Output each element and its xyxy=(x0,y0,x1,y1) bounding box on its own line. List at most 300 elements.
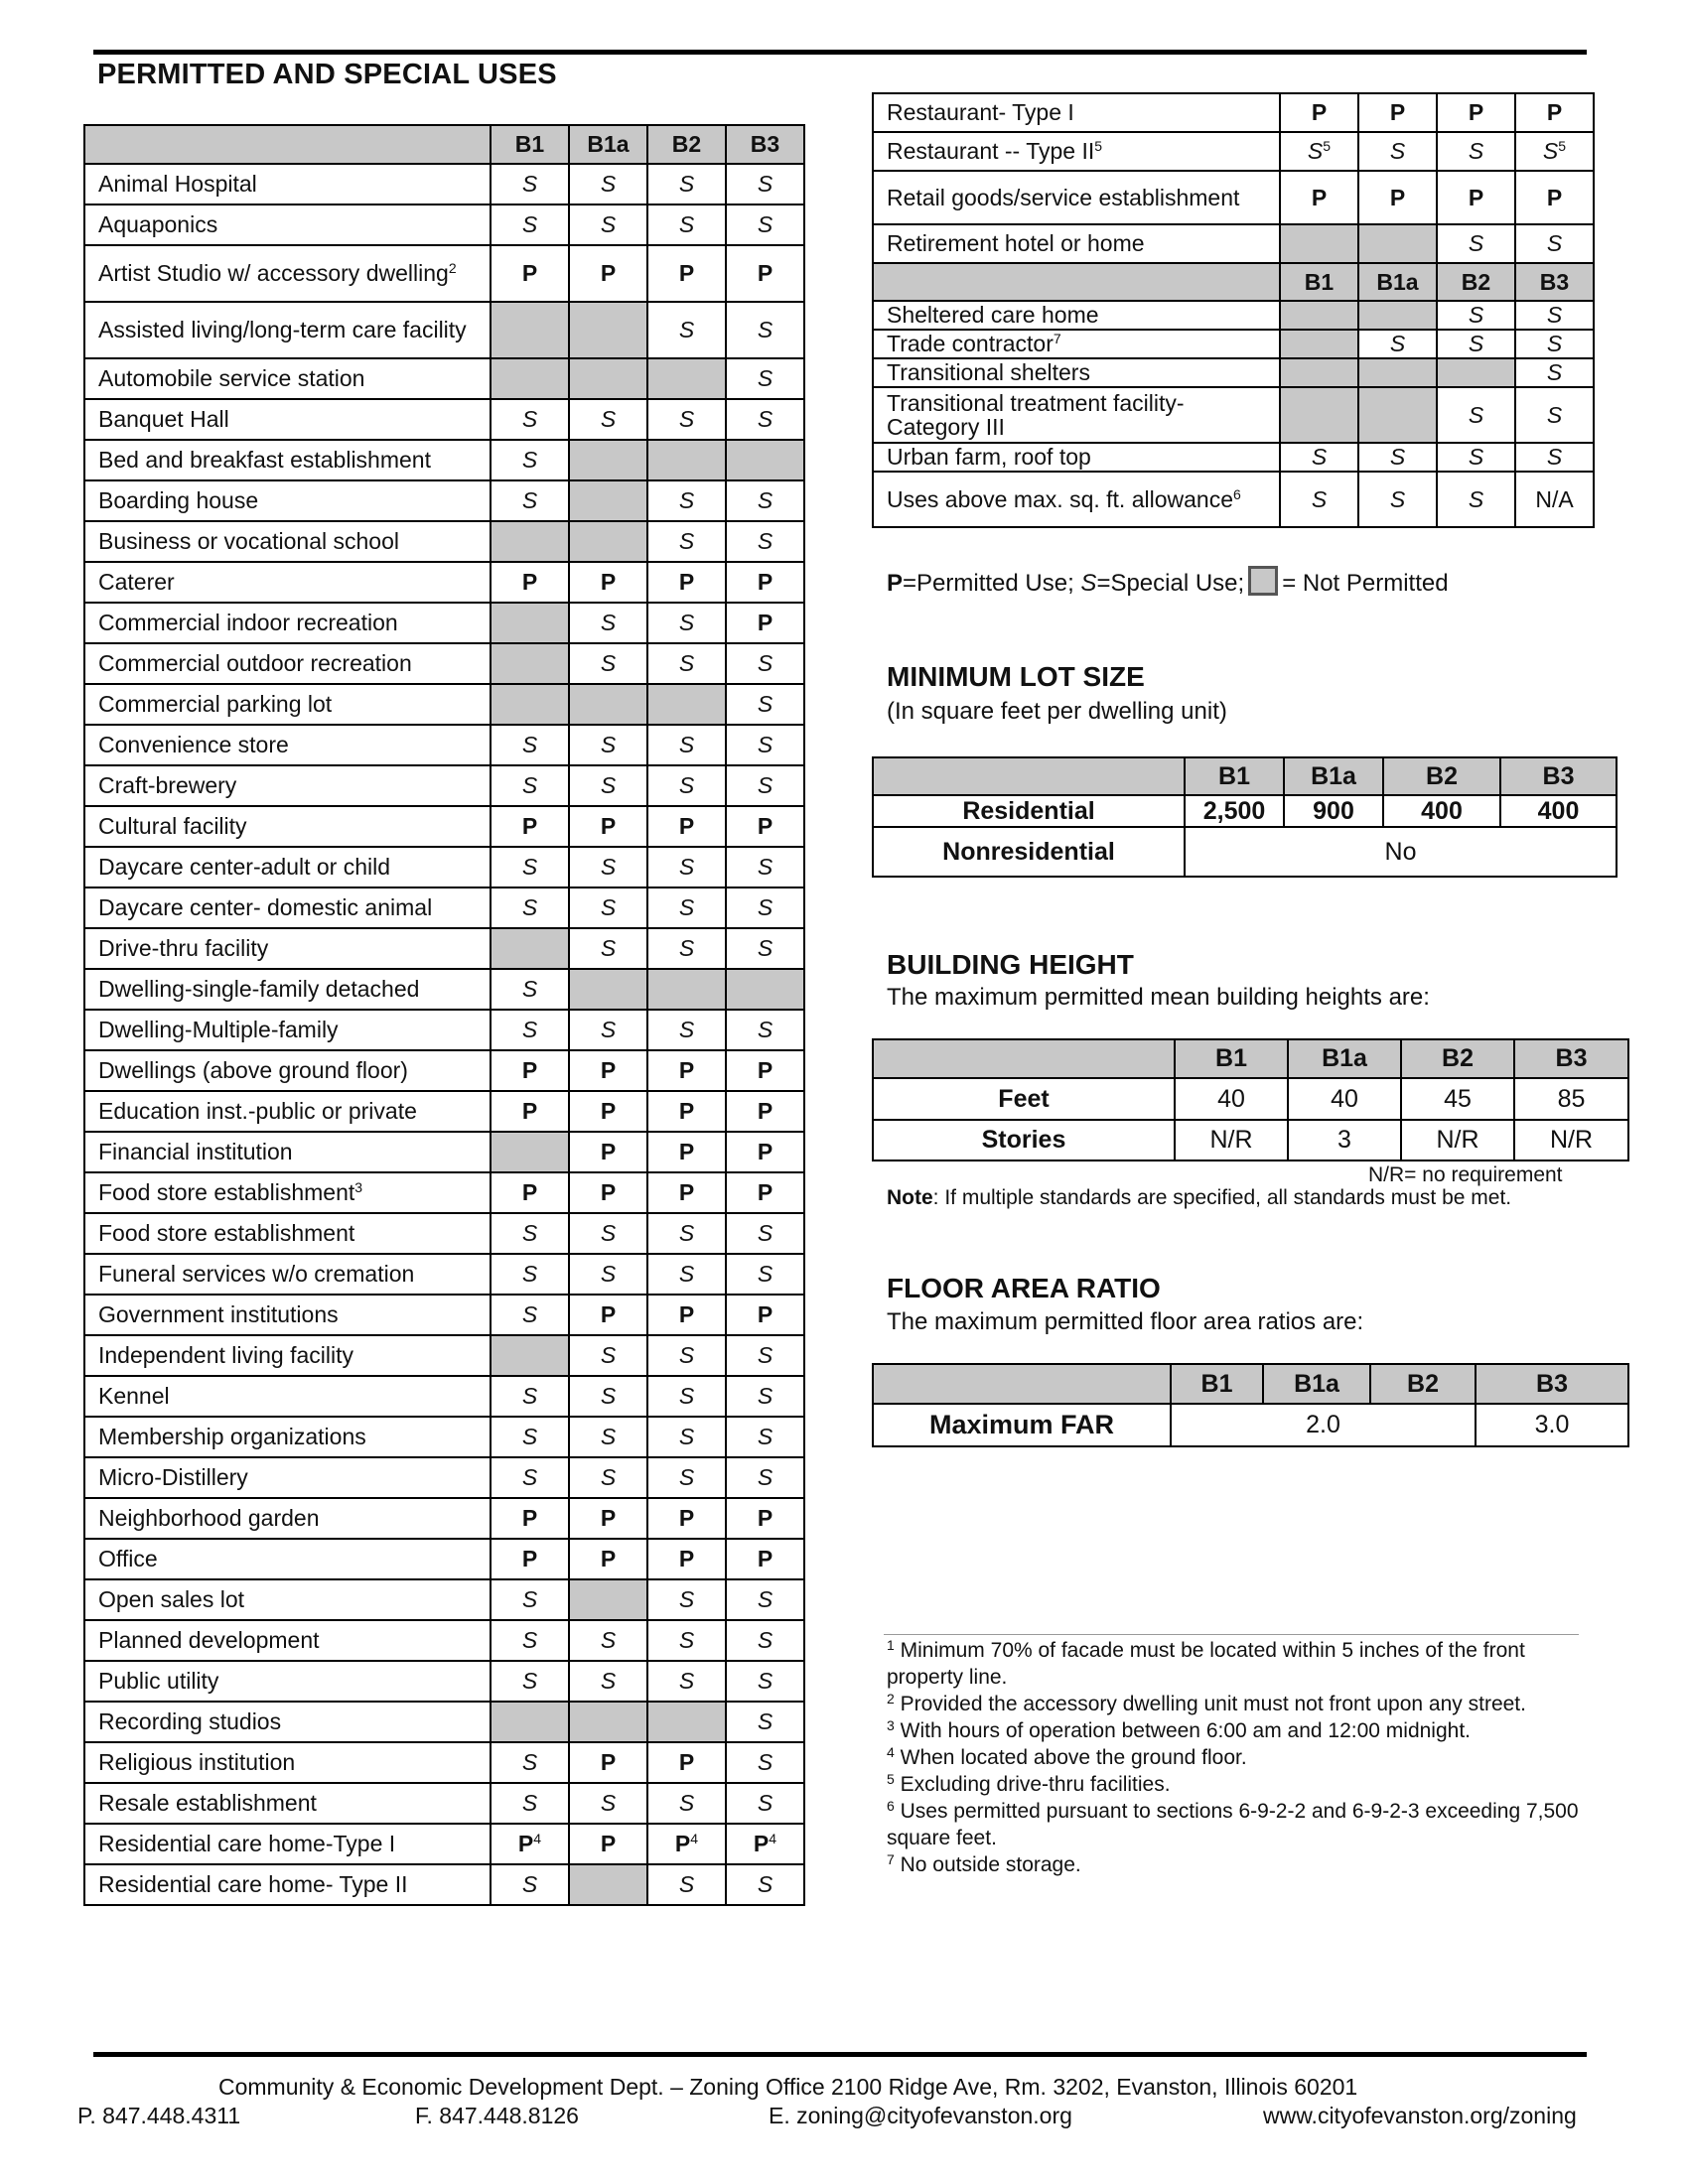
not-permitted-cell xyxy=(647,969,726,1010)
header-blank xyxy=(873,1364,1171,1404)
permitted-cell xyxy=(647,1295,726,1335)
use-name: Urban farm, roof top xyxy=(873,443,1280,472)
not-permitted-cell xyxy=(569,480,647,521)
special-use-cell xyxy=(491,399,569,440)
special-use-cell xyxy=(1280,443,1358,472)
use-code: S xyxy=(1542,138,1559,165)
use-code: S xyxy=(600,1424,617,1450)
use-code: S xyxy=(678,1261,695,1288)
table-row xyxy=(84,1376,804,1417)
use-name: Membership organizations xyxy=(84,1417,491,1457)
use-code: P xyxy=(517,1831,534,1857)
legend-s: S xyxy=(1080,570,1097,597)
table-row xyxy=(84,399,804,440)
use-code: S xyxy=(757,772,774,799)
uses-title: PERMITTED AND SPECIAL USES xyxy=(97,59,557,90)
use-code: S xyxy=(1389,444,1406,471)
special-use-cell xyxy=(491,1010,569,1050)
use-name: Independent living facility xyxy=(84,1335,491,1376)
use-code: S xyxy=(678,650,695,677)
table-row xyxy=(84,1498,804,1539)
use-code: P xyxy=(757,610,774,636)
permitted-cell xyxy=(1515,171,1594,224)
use-code: S xyxy=(757,1464,774,1491)
use-code: S xyxy=(600,1464,617,1491)
table-row xyxy=(84,1295,804,1335)
lot-value: 400 xyxy=(1383,795,1500,827)
use-name: Artist Studio w/ accessory dwelling$^2$ xyxy=(84,245,491,302)
special-use-cell xyxy=(1437,330,1515,358)
permitted-cell xyxy=(569,1132,647,1172)
use-code: S xyxy=(600,732,617,758)
footer-email-link[interactable]: E. zoning@cityofevanston.org xyxy=(769,2103,1072,2128)
feet-value: 45 xyxy=(1401,1078,1514,1120)
use-name: Food store establishment$^3$ xyxy=(84,1172,491,1213)
use-code: S xyxy=(521,1871,538,1898)
use-code: P xyxy=(1311,184,1328,210)
use-code: P xyxy=(521,1505,538,1532)
use-code: S xyxy=(678,772,695,799)
use-name: Micro-Distillery xyxy=(84,1457,491,1498)
use-code: S xyxy=(678,1342,695,1369)
use-name: Daycare center- domestic animal xyxy=(84,887,491,928)
special-use-cell xyxy=(726,1661,804,1702)
use-code: S xyxy=(757,1017,774,1043)
special-use-cell xyxy=(1358,132,1437,171)
table-row xyxy=(84,245,804,302)
use-code: S xyxy=(757,854,774,881)
not-permitted-cell xyxy=(491,1702,569,1742)
special-use-cell xyxy=(1437,132,1515,171)
use-code: P xyxy=(757,813,774,840)
permitted-cell xyxy=(491,1172,569,1213)
special-use-cell xyxy=(569,928,647,969)
special-use-cell xyxy=(726,765,804,806)
special-use-cell xyxy=(569,1010,647,1050)
use-code: P xyxy=(757,1505,774,1532)
not-permitted-cell xyxy=(1280,358,1358,387)
use-name: Transitional treatment facility-Category III xyxy=(873,387,1280,443)
use-code: P xyxy=(757,1139,774,1165)
use-code: S xyxy=(757,171,774,198)
table-row xyxy=(84,440,804,480)
use-code: P xyxy=(521,569,538,596)
special-use-cell xyxy=(491,1457,569,1498)
stories-value: N/R xyxy=(1401,1120,1514,1160)
table-row xyxy=(84,806,804,847)
use-code: S xyxy=(1468,230,1484,257)
col-header: B1 xyxy=(1175,1039,1288,1078)
use-code: S xyxy=(1389,485,1406,512)
special-use-cell xyxy=(647,521,726,562)
special-use-cell xyxy=(647,928,726,969)
use-code: S xyxy=(521,1017,538,1043)
permitted-cell xyxy=(569,1824,647,1864)
permitted-cell xyxy=(726,562,804,603)
legend-np-text: = Not Permitted xyxy=(1282,570,1449,597)
legend-p-text: =Permitted Use; xyxy=(903,570,1081,597)
special-use-cell xyxy=(1515,224,1594,263)
permitted-cell xyxy=(1437,93,1515,132)
use-name: Planned development xyxy=(84,1620,491,1661)
special-use-cell xyxy=(491,1661,569,1702)
table-row xyxy=(84,1661,804,1702)
use-name: Cultural facility xyxy=(84,806,491,847)
use-code: S xyxy=(757,691,774,718)
col-header: B3 xyxy=(1515,263,1594,301)
not-permitted-cell xyxy=(491,1335,569,1376)
use-code: S xyxy=(521,732,538,758)
permitted-cell xyxy=(1280,93,1358,132)
col-header: B3 xyxy=(1500,757,1617,795)
table-row xyxy=(84,1742,804,1783)
table-row xyxy=(84,684,804,725)
permitted-cell xyxy=(726,245,804,302)
footnote xyxy=(887,1637,1582,1691)
special-use-cell xyxy=(726,480,804,521)
permitted-cell xyxy=(491,245,569,302)
use-code: S xyxy=(757,1790,774,1817)
use-code: P xyxy=(1468,99,1484,126)
special-use-cell xyxy=(726,1376,804,1417)
use-code: S xyxy=(600,1790,617,1817)
footnote xyxy=(887,1771,1582,1798)
col-header: B2 xyxy=(1370,1364,1476,1404)
permitted-cell xyxy=(647,1824,726,1864)
not-permitted-cell xyxy=(491,358,569,399)
permitted-cell xyxy=(726,1295,804,1335)
use-code: S xyxy=(1311,485,1328,512)
special-use-cell xyxy=(726,205,804,245)
use-name: Funeral services w/o cremation xyxy=(84,1254,491,1295)
special-use-cell xyxy=(569,1620,647,1661)
far-table xyxy=(872,1363,1629,1447)
use-code: P xyxy=(757,1098,774,1125)
permitted-cell xyxy=(647,1091,726,1132)
not-permitted-cell xyxy=(1280,387,1358,443)
special-use-cell xyxy=(569,765,647,806)
special-use-cell xyxy=(726,1335,804,1376)
use-code: S xyxy=(521,1424,538,1450)
use-code: S xyxy=(757,1261,774,1288)
table-row xyxy=(84,765,804,806)
use-code: S xyxy=(521,1301,538,1328)
special-use-cell xyxy=(647,1783,726,1824)
special-use-cell xyxy=(569,1783,647,1824)
use-code: S xyxy=(757,317,774,343)
use-code: S xyxy=(521,1668,538,1695)
use-code: S xyxy=(600,1261,617,1288)
use-code: S xyxy=(678,1627,695,1654)
permitted-cell xyxy=(726,1172,804,1213)
col-header: B1 xyxy=(1185,757,1284,795)
special-use-cell xyxy=(569,1417,647,1457)
use-name: Uses above max. sq. ft. allowance$^6$ xyxy=(873,472,1280,527)
lot-value: 2,500 xyxy=(1185,795,1284,827)
use-name: Public utility xyxy=(84,1661,491,1702)
permitted-cell xyxy=(1358,93,1437,132)
far-title: FLOOR AREA RATIO xyxy=(887,1273,1161,1303)
use-name: Retail goods/service establishment xyxy=(873,171,1280,224)
special-use-cell xyxy=(491,847,569,887)
use-name: Animal Hospital xyxy=(84,164,491,205)
table-row xyxy=(873,93,1594,132)
special-use-cell xyxy=(647,1661,726,1702)
special-use-cell xyxy=(726,1620,804,1661)
footnote-rule xyxy=(884,1634,1579,1635)
special-use-cell xyxy=(647,1376,726,1417)
use-name: Government institutions xyxy=(84,1295,491,1335)
not-permitted-cell xyxy=(1358,358,1437,387)
header-blank xyxy=(873,263,1280,301)
use-name: Dwellings (above ground floor) xyxy=(84,1050,491,1091)
use-code: S xyxy=(600,650,617,677)
special-use-cell xyxy=(491,1864,569,1905)
use-code: S xyxy=(600,171,617,198)
far-label: Maximum FAR xyxy=(873,1404,1171,1446)
use-code: S xyxy=(521,1383,538,1410)
not-permitted-cell xyxy=(726,440,804,480)
footnote xyxy=(887,1851,1582,1878)
not-permitted-cell xyxy=(491,521,569,562)
use-code: P xyxy=(757,260,774,287)
special-use-cell xyxy=(1515,330,1594,358)
footnote-ref: 4 xyxy=(769,1831,777,1847)
use-code: P xyxy=(678,1098,695,1125)
use-code: S xyxy=(1546,401,1563,428)
footnote-text: Uses permitted pursuant to sections 6-9-2-2 and 6-9-2-3 exceeding 7,500 square feet. xyxy=(887,1800,1579,1849)
use-code: S xyxy=(757,894,774,921)
special-use-cell xyxy=(569,1335,647,1376)
use-code: P xyxy=(757,1301,774,1328)
use-code: S xyxy=(1311,444,1328,471)
use-name: Business or vocational school xyxy=(84,521,491,562)
footnote-number: 2 xyxy=(887,1691,895,1706)
col-header: B2 xyxy=(1437,263,1515,301)
footnote xyxy=(887,1691,1582,1717)
use-code: P xyxy=(757,1057,774,1084)
use-code: S xyxy=(521,406,538,433)
special-use-cell xyxy=(569,847,647,887)
use-code: S xyxy=(757,1871,774,1898)
permitted-cell xyxy=(726,1050,804,1091)
col-header: B1a xyxy=(1284,757,1383,795)
use-name: Commercial parking lot xyxy=(84,684,491,725)
table-row xyxy=(84,1050,804,1091)
table-row xyxy=(84,1579,804,1620)
use-name: Banquet Hall xyxy=(84,399,491,440)
use-code: P xyxy=(600,813,617,840)
use-code: S xyxy=(521,1790,538,1817)
special-use-cell xyxy=(726,847,804,887)
permitted-cell xyxy=(569,1172,647,1213)
permitted-cell xyxy=(647,806,726,847)
table-row xyxy=(84,643,804,684)
special-use-cell xyxy=(569,1213,647,1254)
special-use-cell xyxy=(726,887,804,928)
use-code: S xyxy=(757,1424,774,1450)
special-use-cell xyxy=(1280,132,1358,171)
special-use-cell xyxy=(726,928,804,969)
far-subtitle: The maximum permitted floor area ratios are: xyxy=(887,1308,1364,1335)
use-code: S xyxy=(600,1017,617,1043)
special-use-cell xyxy=(647,1335,726,1376)
col-header: B1a xyxy=(569,125,647,164)
special-use-cell xyxy=(647,847,726,887)
use-name: Drive-thru facility xyxy=(84,928,491,969)
special-use-cell xyxy=(647,205,726,245)
use-code: S xyxy=(600,1383,617,1410)
col-header: B2 xyxy=(1383,757,1500,795)
col-header: B1 xyxy=(1280,263,1358,301)
footnote-ref: 5 xyxy=(1558,138,1567,155)
use-code: S xyxy=(678,1871,695,1898)
use-code: S xyxy=(521,976,538,1003)
not-permitted-cell xyxy=(491,928,569,969)
use-code: S xyxy=(678,1383,695,1410)
use-code: S xyxy=(1546,302,1563,329)
not-permitted-cell xyxy=(491,684,569,725)
special-use-cell xyxy=(491,969,569,1010)
use-code: S xyxy=(678,528,695,555)
permitted-cell xyxy=(647,1742,726,1783)
col-header: B3 xyxy=(1514,1039,1628,1078)
special-use-cell xyxy=(1515,358,1594,387)
use-code: S xyxy=(1546,444,1563,471)
use-name: Aquaponics xyxy=(84,205,491,245)
special-use-cell xyxy=(647,480,726,521)
footnote-number: 6 xyxy=(887,1798,895,1814)
special-use-cell xyxy=(647,1010,726,1050)
table-row xyxy=(84,1172,804,1213)
use-name: Dwelling-single-family detached xyxy=(84,969,491,1010)
uses-table-left xyxy=(83,124,805,1906)
footnote-ref: 7 xyxy=(1053,331,1061,347)
use-code: P xyxy=(600,1098,617,1125)
special-use-cell xyxy=(726,164,804,205)
special-use-cell xyxy=(491,1295,569,1335)
use-code: S xyxy=(757,406,774,433)
special-use-cell xyxy=(726,1702,804,1742)
use-code: S xyxy=(1468,331,1484,357)
use-code: S xyxy=(521,447,538,474)
feet-value: 85 xyxy=(1514,1078,1628,1120)
table-row xyxy=(84,1010,804,1050)
use-name: Food store establishment xyxy=(84,1213,491,1254)
special-use-cell xyxy=(726,1783,804,1824)
use-name: Bed and breakfast establishment xyxy=(84,440,491,480)
use-code: S xyxy=(678,211,695,238)
use-code: S xyxy=(757,528,774,555)
special-use-cell xyxy=(1280,472,1358,527)
not-permitted-cell xyxy=(647,1702,726,1742)
use-code: S xyxy=(757,1668,774,1695)
special-use-cell xyxy=(1437,472,1515,527)
footnote-text: No outside storage. xyxy=(894,1853,1081,1876)
height-table xyxy=(872,1038,1629,1161)
special-use-cell xyxy=(1515,387,1594,443)
footnote-number: 7 xyxy=(887,1851,895,1867)
use-name: Transitional shelters xyxy=(873,358,1280,387)
use-code: S xyxy=(678,1586,695,1613)
special-use-cell xyxy=(726,1864,804,1905)
permitted-cell xyxy=(726,1091,804,1132)
use-name: Kennel xyxy=(84,1376,491,1417)
permitted-cell xyxy=(647,1172,726,1213)
use-code: P xyxy=(757,1179,774,1206)
use-name: Assisted living/long-term care facility xyxy=(84,302,491,358)
not-permitted-cell xyxy=(726,969,804,1010)
use-code: S xyxy=(1546,331,1563,357)
use-code: S xyxy=(678,732,695,758)
special-use-cell xyxy=(569,1376,647,1417)
footer-fax: F. 847.448.8126 xyxy=(415,2103,579,2128)
special-use-cell xyxy=(491,480,569,521)
use-code: P xyxy=(600,1749,617,1776)
use-code: S xyxy=(600,854,617,881)
special-use-cell xyxy=(647,643,726,684)
special-use-cell xyxy=(491,1213,569,1254)
header-blank xyxy=(873,1039,1175,1078)
stories-value: 3 xyxy=(1288,1120,1401,1160)
footnote xyxy=(887,1798,1582,1851)
use-name: Daycare center-adult or child xyxy=(84,847,491,887)
footer-phone: P. 847.448.4311 xyxy=(77,2103,241,2128)
not-permitted-cell xyxy=(1437,358,1515,387)
not-permitted-cell xyxy=(569,684,647,725)
use-code: S xyxy=(678,854,695,881)
far-value-b3: 3.0 xyxy=(1476,1404,1628,1446)
table-row xyxy=(84,1864,804,1905)
footer-website-link[interactable]: www.cityofevanston.org/zoning xyxy=(1263,2103,1577,2128)
footnote-ref: 4 xyxy=(533,1831,542,1847)
special-use-cell xyxy=(647,399,726,440)
permitted-cell xyxy=(569,562,647,603)
use-code: S xyxy=(521,1261,538,1288)
not-permitted-cell xyxy=(569,969,647,1010)
table-row xyxy=(84,358,804,399)
permitted-cell xyxy=(1358,171,1437,224)
note-text: : If multiple standards are specified, all standards must be met. xyxy=(932,1186,1512,1209)
special-use-cell xyxy=(569,643,647,684)
special-use-cell xyxy=(491,1417,569,1457)
col-header: B1a xyxy=(1358,263,1437,301)
table-row xyxy=(873,301,1594,330)
use-code: S xyxy=(1468,485,1484,512)
use-code: S xyxy=(600,935,617,962)
use-name: Open sales lot xyxy=(84,1579,491,1620)
footnote-ref: 5 xyxy=(1323,138,1332,155)
use-code: S xyxy=(600,1342,617,1369)
legend-s-text: =Special Use; xyxy=(1096,570,1245,597)
use-code: S xyxy=(678,894,695,921)
use-code: S xyxy=(678,1668,695,1695)
lot-size-subtitle: (In square feet per dwelling unit) xyxy=(887,698,1227,725)
use-name: Craft-brewery xyxy=(84,765,491,806)
special-use-cell xyxy=(726,725,804,765)
feet-value: 40 xyxy=(1288,1078,1401,1120)
use-code: S xyxy=(757,1749,774,1776)
special-use-cell xyxy=(491,164,569,205)
table-row xyxy=(84,969,804,1010)
special-use-cell xyxy=(726,1417,804,1457)
nonresidential-value: No xyxy=(1185,827,1617,877)
footnote-ref: 3 xyxy=(354,1179,363,1196)
stories-value: N/R xyxy=(1514,1120,1628,1160)
permitted-cell xyxy=(569,1050,647,1091)
use-code: S xyxy=(521,171,538,198)
special-use-cell xyxy=(647,603,726,643)
